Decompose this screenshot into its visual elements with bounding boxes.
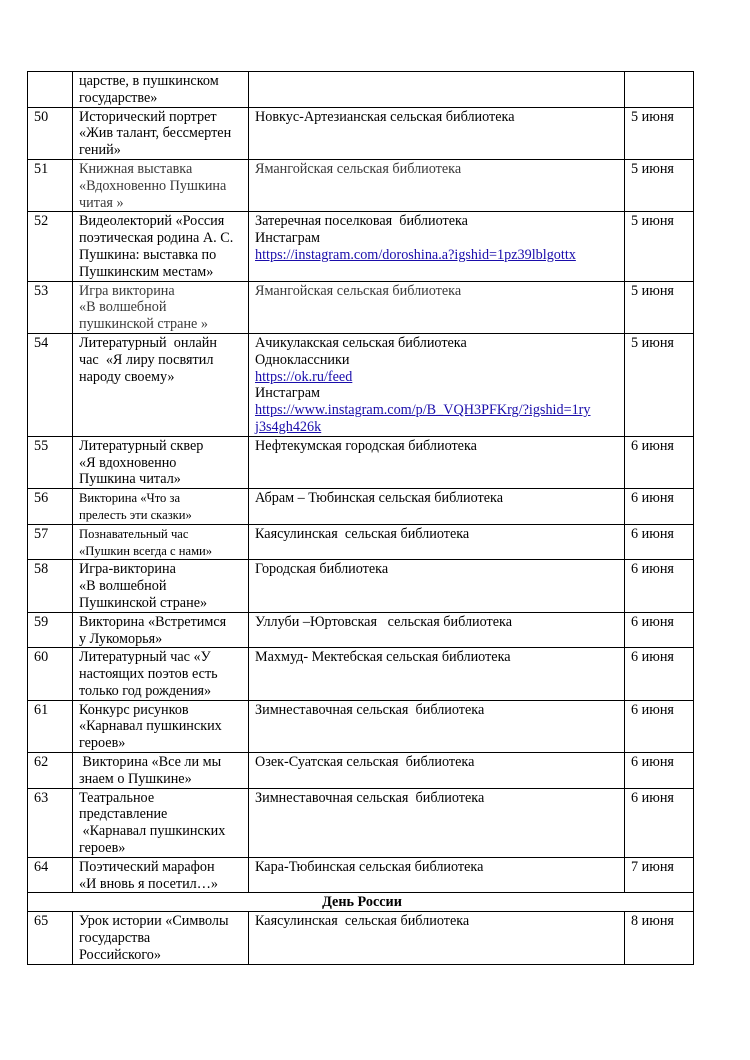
event-title (73, 159, 249, 211)
event-title-line: Литературный онлайн (79, 334, 217, 351)
library-cell (249, 612, 625, 648)
event-date: 6 июня (625, 560, 694, 612)
section-row (28, 893, 694, 912)
event-title (73, 72, 249, 108)
event-title (73, 333, 249, 436)
library-cell (249, 489, 625, 525)
library-cell (249, 648, 625, 700)
event-title (73, 648, 249, 700)
event-title-line: Пушкина читал» (79, 471, 181, 488)
table-row (28, 857, 694, 893)
event-date: 6 июня (625, 648, 694, 700)
event-title (73, 212, 249, 281)
event-title-line: «Я вдохновенно (79, 454, 177, 471)
event-date: 8 июня (625, 912, 694, 964)
library-name: Зимнеставочная сельская библиотека (255, 701, 485, 718)
event-title (73, 857, 249, 893)
event-title-line: государстве» (79, 89, 158, 106)
row-number: 63 (28, 788, 73, 857)
event-title (73, 753, 249, 789)
event-title-line: читая » (79, 194, 124, 211)
library-cell (249, 159, 625, 211)
library-name: Одноклассники (255, 351, 350, 368)
event-title-line: Игра-викторина (79, 561, 176, 578)
library-name: Каясулинская сельская библиотека (255, 913, 470, 930)
event-title-line: Пушкинским местам» (79, 263, 214, 280)
event-title-line: Российского» (79, 946, 161, 963)
library-cell (249, 212, 625, 281)
event-date: 5 июня (625, 212, 694, 281)
event-title (73, 281, 249, 333)
library-name: Зимнеставочная сельская библиотека (255, 789, 485, 806)
library-name: Уллуби –Юртовская сельская библиотека (255, 613, 513, 630)
event-title-line: героев» (79, 735, 126, 752)
row-number: 52 (28, 212, 73, 281)
table-row (28, 700, 694, 752)
row-number: 55 (28, 436, 73, 488)
event-date: 6 июня (625, 436, 694, 488)
event-title-line: Конкурс рисунков (79, 701, 189, 718)
event-title-line: «Жив талант, бессмертен (79, 125, 232, 142)
table-row (28, 333, 694, 436)
event-title-line: Книжная выставка (79, 160, 193, 177)
library-cell (249, 700, 625, 752)
row-number: 53 (28, 281, 73, 333)
section-title: День России (28, 893, 694, 912)
event-date (625, 72, 694, 108)
event-title-line: Театральное (79, 789, 155, 806)
table-row (28, 281, 694, 333)
library-name: Ямангойская сельская библиотека (255, 160, 462, 177)
row-number: 58 (28, 560, 73, 612)
event-date: 6 июня (625, 700, 694, 752)
event-date: 5 июня (625, 159, 694, 211)
library-name: Ачикулакская сельская библиотека (255, 334, 467, 351)
event-title-line: только год рождения» (79, 682, 212, 699)
library-name: Каясулинская сельская библиотека (255, 525, 470, 542)
row-number: 51 (28, 159, 73, 211)
event-title-line: Пушкина: выставка по (79, 246, 217, 263)
library-cell (249, 524, 625, 560)
event-title-line: поэтическая родина А. С. (79, 230, 234, 247)
table-row (28, 560, 694, 612)
social-link[interactable]: https://instagram.com/doroshina.a?igshid=1pz39lblgottx (255, 246, 576, 263)
library-name: Инстаграм (255, 385, 320, 402)
library-cell (249, 107, 625, 159)
row-number: 65 (28, 912, 73, 964)
event-title-line: час «Я лиру посвятил (79, 351, 214, 368)
row-number: 54 (28, 333, 73, 436)
event-date: 5 июня (625, 333, 694, 436)
library-name: Кара-Тюбинская сельская библиотека (255, 858, 484, 875)
row-number: 61 (28, 700, 73, 752)
event-title-line: «Карнавал пушкинских (79, 823, 226, 840)
library-name: Ямангойская сельская библиотека (255, 282, 462, 299)
event-title (73, 560, 249, 612)
event-date: 5 июня (625, 107, 694, 159)
row-number (28, 72, 73, 108)
event-date: 7 июня (625, 857, 694, 893)
event-date: 5 июня (625, 281, 694, 333)
row-number: 62 (28, 753, 73, 789)
event-title-line: представление (79, 806, 168, 823)
social-link[interactable]: https://www.instagram.com/p/B_VQH3PFKrg/?igshid=1ry (255, 402, 591, 419)
event-title-line: Познавательный час (79, 526, 189, 541)
table-row (28, 107, 694, 159)
event-title-line: «Пушкин всегда с нами» (79, 543, 213, 558)
row-number: 57 (28, 524, 73, 560)
event-date: 6 июня (625, 612, 694, 648)
event-title-line: Викторина «Встретимся (79, 613, 227, 630)
table-row (28, 159, 694, 211)
event-title-line: прелесть эти сказки» (79, 507, 192, 522)
event-title-line: Урок истории «Символы (79, 913, 229, 930)
table-row (28, 612, 694, 648)
event-title-line: героев» (79, 840, 126, 857)
event-title-line: «В волшебной (79, 299, 167, 316)
events-table-body (28, 72, 694, 965)
library-name: Махмуд- Мектебская сельская библиотека (255, 649, 511, 666)
library-cell (249, 857, 625, 893)
event-title-line: «В волшебной (79, 578, 167, 595)
event-date: 6 июня (625, 524, 694, 560)
event-title (73, 524, 249, 560)
event-title-line: Литературный час «У (79, 649, 211, 666)
library-cell (249, 281, 625, 333)
row-number: 59 (28, 612, 73, 648)
event-title-line: Исторический портрет (79, 108, 217, 125)
event-date: 6 июня (625, 788, 694, 857)
table-row (28, 524, 694, 560)
library-name: Озек-Суатская сельская библиотека (255, 754, 475, 771)
library-cell (249, 72, 625, 108)
social-link[interactable]: j3s4gh426k (255, 418, 322, 435)
table-row (28, 912, 694, 964)
event-title-line: «И вновь я посетил…» (79, 875, 219, 892)
event-title (73, 107, 249, 159)
event-title-line: Видеолекторий «Россия (79, 213, 225, 230)
table-row (28, 212, 694, 281)
library-cell (249, 753, 625, 789)
row-number: 60 (28, 648, 73, 700)
table-row (28, 753, 694, 789)
row-number: 50 (28, 107, 73, 159)
library-cell (249, 788, 625, 857)
event-title-line: Игра викторина (79, 282, 175, 299)
event-title-line: «Карнавал пушкинских (79, 718, 222, 735)
event-title-line: народу своему» (79, 368, 175, 385)
event-title-line: Викторина «Все ли мы (79, 754, 222, 771)
event-title (73, 912, 249, 964)
row-number: 64 (28, 857, 73, 893)
event-title-line: Пушкинской стране» (79, 594, 208, 611)
library-name: Городская библиотека (255, 561, 389, 578)
event-date: 6 июня (625, 489, 694, 525)
event-title-line: Викторина «Что за (79, 491, 181, 506)
event-title-line: царстве, в пушкинском (79, 73, 219, 89)
event-title-line: Литературный сквер (79, 437, 204, 454)
library-name: Инстаграм (255, 230, 320, 247)
library-name: Затеречная поселковая библиотека (255, 213, 468, 230)
event-title-line: «Вдохновенно Пушкина (79, 177, 227, 194)
event-title (73, 700, 249, 752)
library-cell (249, 436, 625, 488)
event-title-line: Поэтический марафон (79, 858, 215, 875)
event-title (73, 612, 249, 648)
library-cell (249, 333, 625, 436)
event-title (73, 436, 249, 488)
event-title-line: у Лукоморья» (79, 630, 163, 647)
table-row (28, 648, 694, 700)
row-number: 56 (28, 489, 73, 525)
event-title (73, 788, 249, 857)
table-row (28, 436, 694, 488)
event-title-line: государства (79, 930, 151, 947)
library-name: Новкус-Артезианская сельская библиотека (255, 108, 515, 125)
table-row (28, 72, 694, 108)
event-title-line: знаем о Пушкине» (79, 770, 192, 787)
events-table (27, 71, 694, 965)
event-title-line: настоящих поэтов есть (79, 666, 218, 683)
library-cell (249, 912, 625, 964)
social-link[interactable]: https://ok.ru/feed (255, 368, 353, 385)
library-name: Нефтекумская городская библиотека (255, 437, 477, 454)
event-title-line: пушкинской стране » (79, 316, 208, 333)
table-row (28, 489, 694, 525)
table-row (28, 788, 694, 857)
library-name: Абрам – Тюбинская сельская библиотека (255, 490, 503, 507)
library-cell (249, 560, 625, 612)
event-title-line: гений» (79, 142, 121, 159)
event-title (73, 489, 249, 525)
event-date: 6 июня (625, 753, 694, 789)
